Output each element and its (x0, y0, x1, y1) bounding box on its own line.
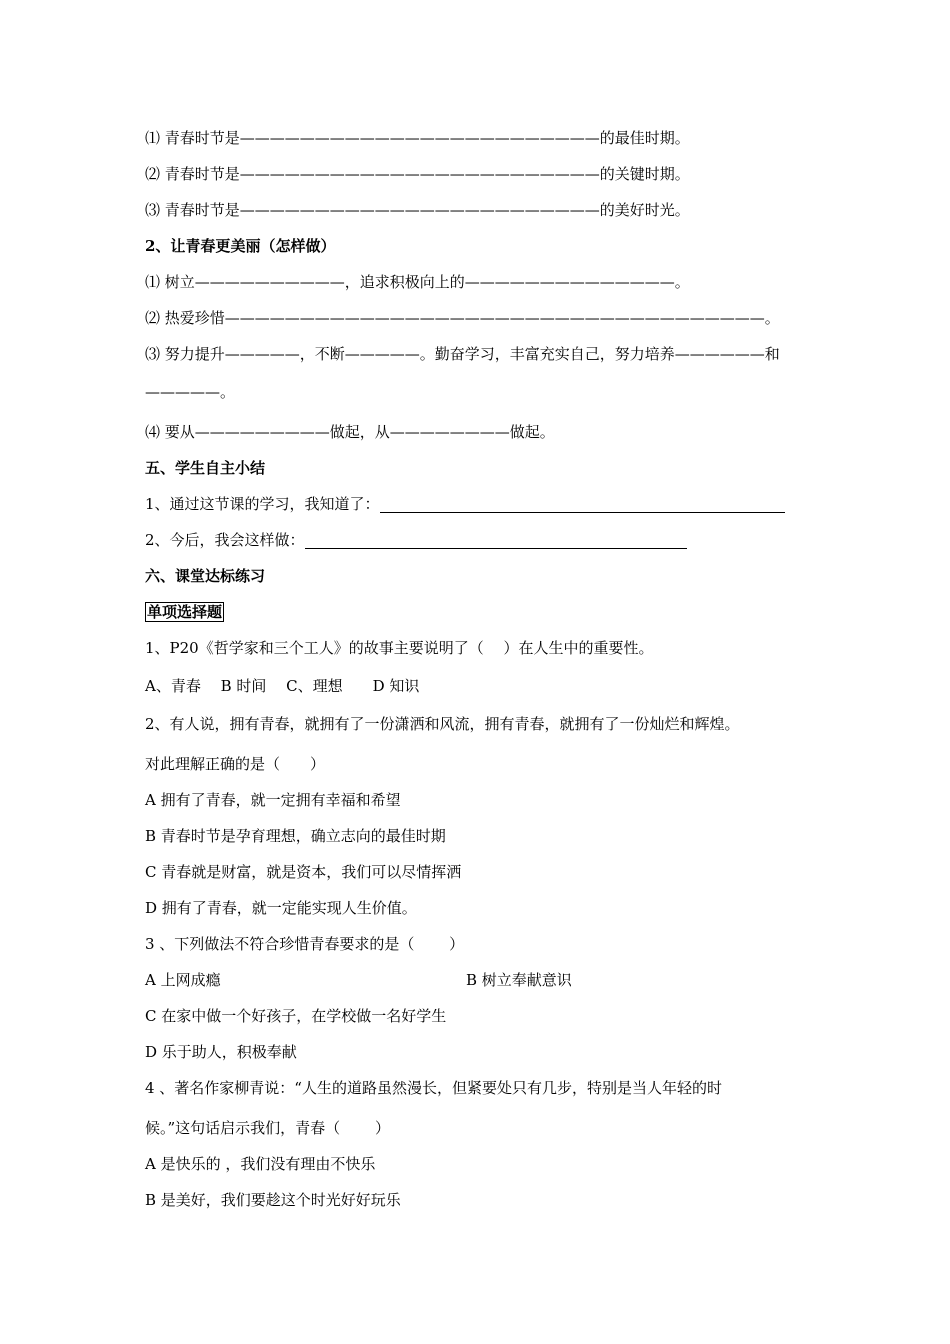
question-3: 3 、下列做法不符合珍惜青春要求的是（ ） (145, 935, 465, 953)
question-3-option-a: A 上网成瘾 (145, 971, 221, 989)
question-2-option-b: B 青春时节是孕育理想，确立志向的最佳时期 (145, 827, 446, 845)
single-choice-box: 单项选择题 (147, 603, 223, 621)
section-heading-summary: 五、学生自主小结 (145, 459, 266, 477)
summary-prompt-1: 1、通过这节课的学习，我知道了： (145, 495, 380, 513)
fill-in-line-6: ⑶ 努力提升—————，不断—————。勤奋学习，丰富充实自己，努力培养——————和 (145, 345, 780, 363)
question-2-option-d: D 拥有了青春，就一定能实现人生价值。 (145, 899, 417, 917)
question-3-option-c: C 在家中做一个好孩子，在学校做一名好学生 (145, 1007, 447, 1025)
question-4: 4 、著名作家柳青说：“人生的道路虽然漫长，但紧要处只有几步，特别是当人年轻的时 (145, 1079, 722, 1097)
fill-in-line-2: ⑵ 青春时节是————————————————————————的关键时期。 (145, 165, 690, 183)
fill-in-line-7: ⑷ 要从—————————做起，从————————做起。 (145, 423, 555, 441)
question-3-option-d: D 乐于助人，积极奉献 (145, 1043, 297, 1061)
summary-line-1 (145, 494, 785, 514)
question-1-options: A、青春 B 时间 C、理想 D 知识 (145, 677, 420, 695)
question-2: 2、有人说，拥有青春，就拥有了一份潇洒和风流，拥有青春，就拥有了一份灿烂和辉煌。 (145, 715, 740, 733)
question-type-label (145, 602, 224, 622)
question-3-option-b: B 树立奉献意识 (466, 971, 572, 989)
question-1: 1、P20《哲学家和三个工人》的故事主要说明了（ ）在人生中的重要性。 (145, 639, 654, 657)
question-2-option-a: A 拥有了青春，就一定拥有幸福和希望 (145, 791, 401, 809)
question-4-option-b: B 是美好，我们要趁这个时光好好玩乐 (145, 1191, 401, 1209)
fill-in-line-3: ⑶ 青春时节是————————————————————————的美好时光。 (145, 201, 690, 219)
answer-underline-1[interactable] (380, 496, 785, 513)
question-2-cont: 对此理解正确的是（ ） (145, 755, 326, 773)
section-heading-how-to: 2、让青春更美丽（怎样做） (145, 237, 336, 255)
section-heading-practice: 六、课堂达标练习 (145, 567, 266, 585)
question-2-option-c: C 青春就是财富，就是资本，我们可以尽情挥洒 (145, 863, 462, 881)
answer-underline-2[interactable] (305, 532, 687, 549)
summary-line-2 (145, 530, 687, 550)
question-4-option-a: A 是快乐的 ，我们没有理由不快乐 (145, 1155, 376, 1173)
question-4-cont: 候。”这句话启示我们，青春（ ） (145, 1119, 390, 1137)
fill-in-line-1: ⑴ 青春时节是————————————————————————的最佳时期。 (145, 129, 690, 147)
fill-in-line-4: ⑴ 树立——————————，追求积极向上的——————————————。 (145, 273, 690, 291)
fill-in-line-5: ⑵ 热爱珍惜————————————————————————————————————。 (145, 309, 780, 327)
summary-prompt-2: 2、今后，我会这样做： (145, 531, 305, 549)
fill-in-line-6-cont: —————。 (145, 383, 236, 401)
